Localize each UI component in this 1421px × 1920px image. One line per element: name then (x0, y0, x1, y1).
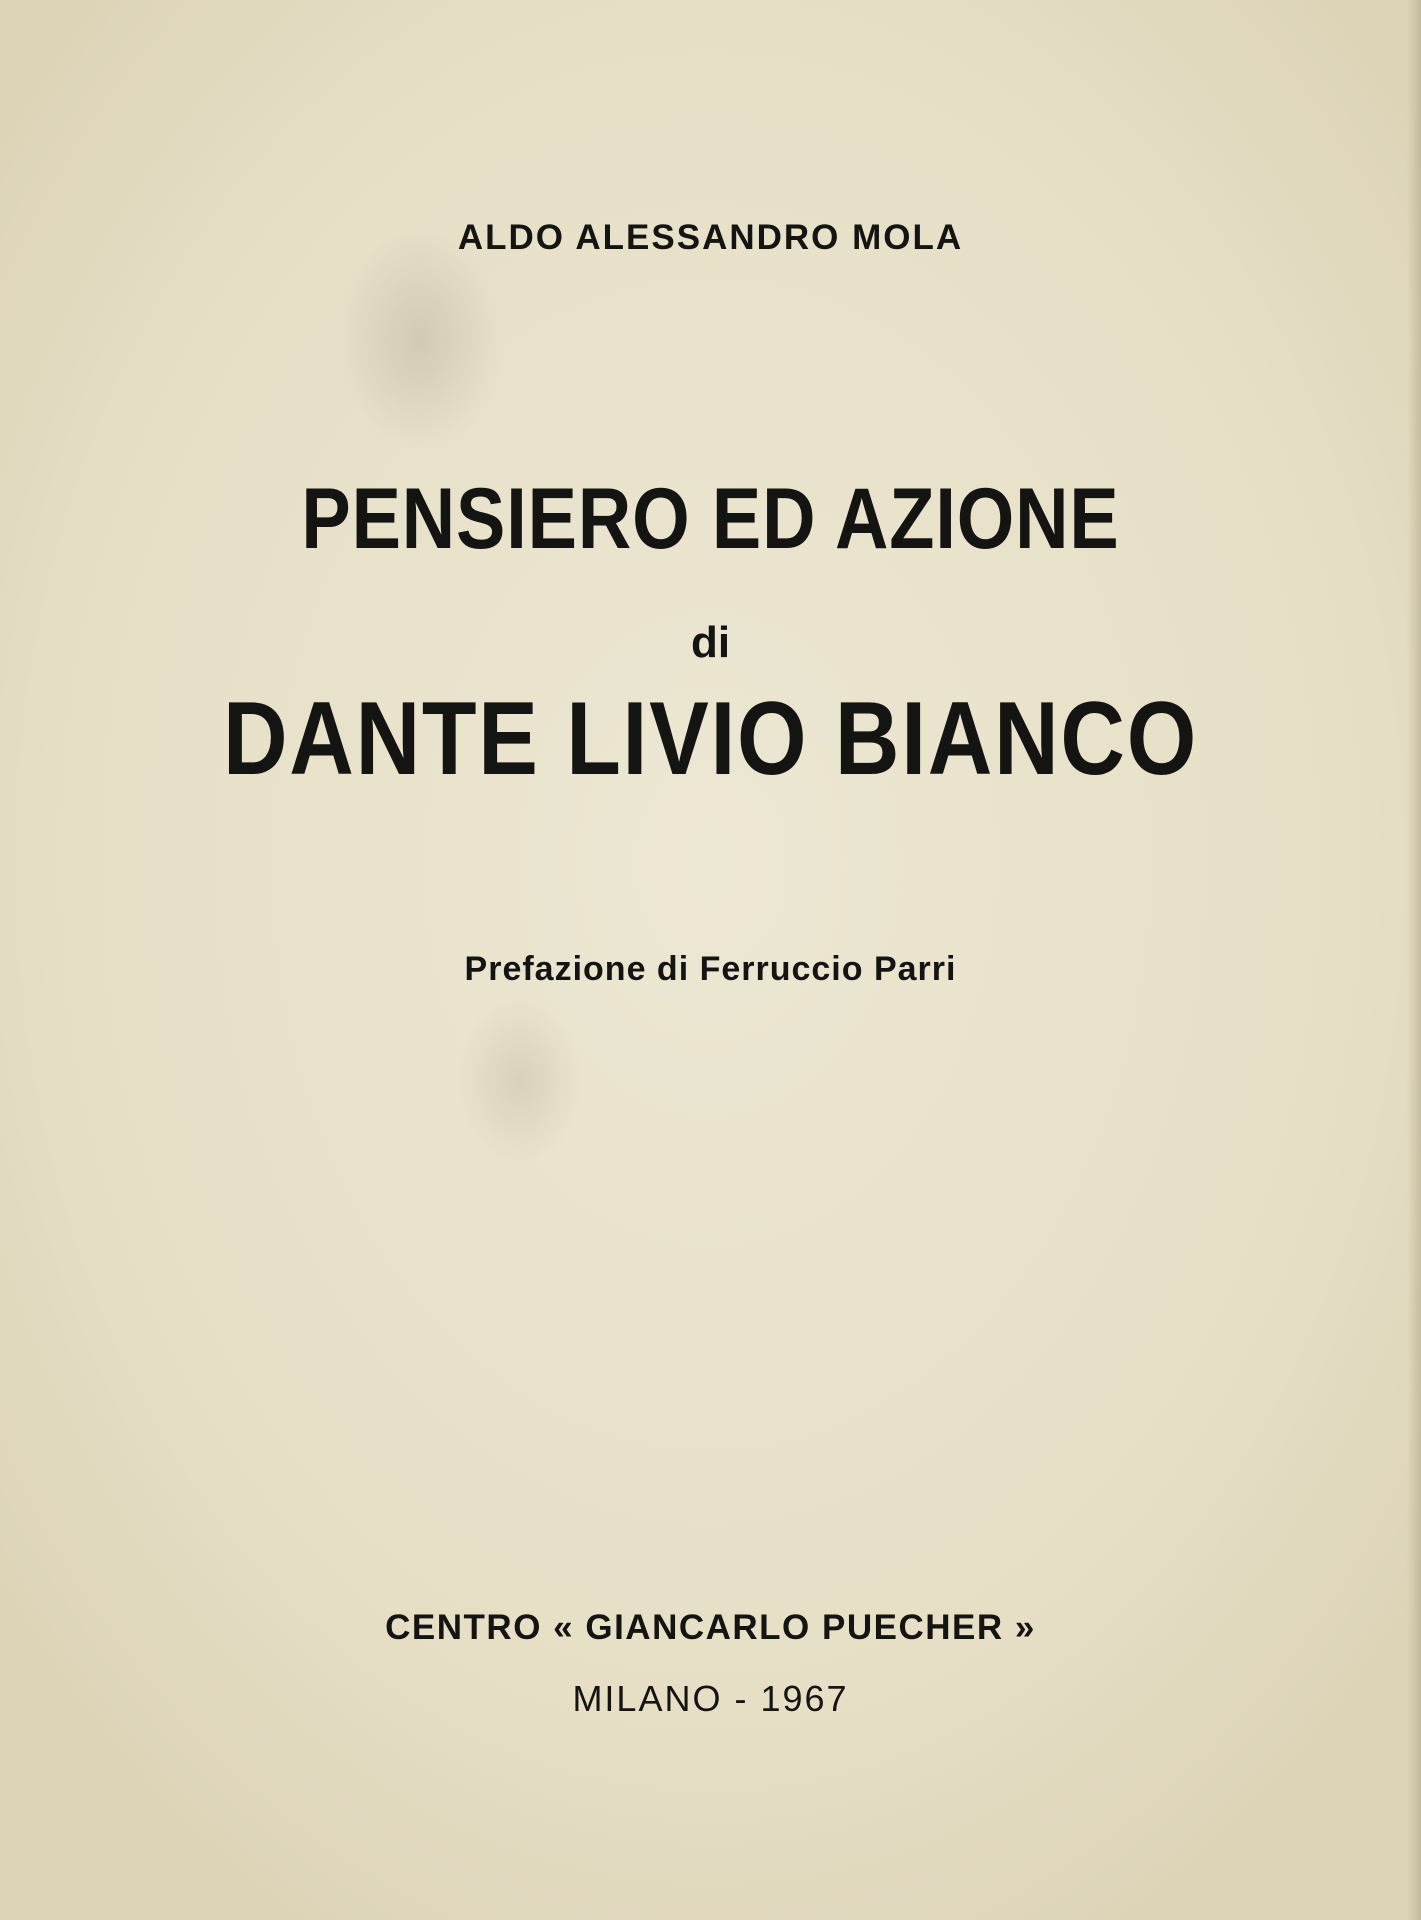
publication-place-year: MILANO - 1967 (572, 1678, 849, 1719)
title-line-1: PENSIERO ED AZIONE (301, 471, 1120, 567)
publisher-name: CENTRO « GIANCARLO PUECHER » (385, 1608, 1036, 1647)
author-name: ALDO ALESSANDRO MOLA (457, 218, 964, 257)
title-connector: di (690, 618, 731, 667)
title-line-3: DANTE LIVIO BIANCO (222, 681, 1199, 797)
preface-credit: Prefazione di Ferruccio Parri (464, 950, 957, 988)
